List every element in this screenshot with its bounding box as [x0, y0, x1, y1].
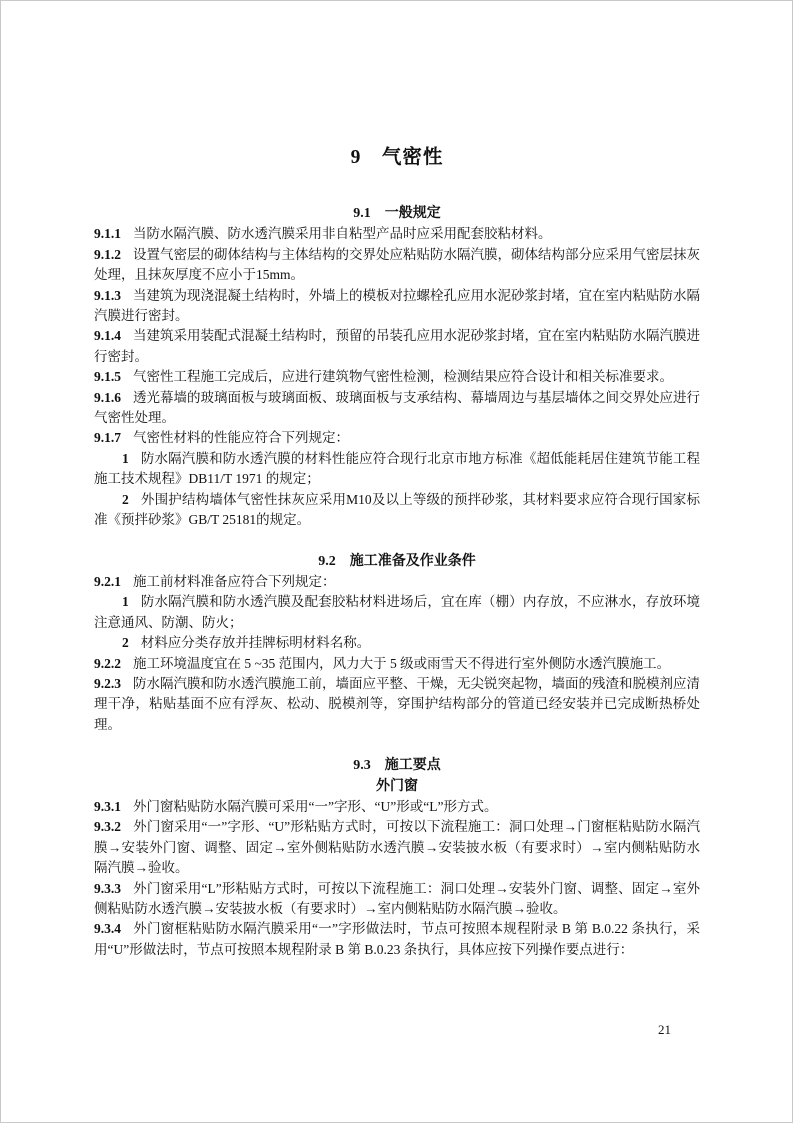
clause-paragraph [94, 817, 700, 878]
clause-text: 外门窗框粘贴防水隔汽膜采用“一”字形做法时，节点可按照本规程附录 B 第 B.0.22 条执行，采用“U”形做法时，节点可按照本规程附录 B 第 B.0.23 条执行，具体应按下列操作要点进行： [94, 921, 700, 957]
item-paragraph [94, 490, 700, 531]
section-subheading: 外门窗 [376, 778, 418, 794]
clause-paragraph [94, 797, 700, 817]
clause-paragraph [94, 428, 700, 448]
clause-number: 2 [122, 635, 129, 651]
clause-text: 当建筑为现浇混凝土结构时，外墙上的模板对拉螺栓孔应用水泥砂浆封堵，宜在室内粘贴防水隔汽膜进行密封。 [94, 287, 700, 324]
clause-number: 9.3.1 [94, 798, 121, 814]
clause-text: 材料应分类存放并挂牌标明材料名称。 [140, 635, 371, 651]
clause-number: 9.2.3 [94, 675, 121, 691]
section-heading: 9.3 施工要点 [353, 758, 441, 774]
clause-number: 9.3.2 [94, 819, 121, 835]
section-9-2 [94, 552, 700, 736]
clause-number: 9.1.6 [94, 389, 121, 405]
clause-paragraph [94, 286, 700, 327]
section-heading: 9.2 施工准备及作业条件 [318, 553, 476, 569]
page-number: 21 [658, 1022, 671, 1037]
clause-number: 1 [122, 594, 129, 610]
clause-text: 外门窗采用“L”形粘贴方式时，可按以下流程施工：洞口处理→安装外门窗、调整、固定→室外侧粘贴防水透汽膜→安装披水板（有要求时）→室内侧粘贴防水隔汽膜→验收。 [94, 880, 700, 916]
item-paragraph [94, 633, 700, 653]
document-body [94, 204, 700, 960]
item-paragraph [94, 592, 700, 633]
clause-paragraph [94, 654, 700, 674]
clause-paragraph [94, 572, 700, 592]
clause-number: 9.1.2 [94, 246, 121, 262]
clause-number: 9.2.1 [94, 573, 121, 589]
clause-paragraph [94, 326, 700, 367]
clause-text: 气密性工程施工完成后，应进行建筑物气密性检测，检测结果应符合设计和相关标准要求。 [133, 369, 673, 385]
clause-text: 外围护结构墙体气密性抹灰应采用M10及以上等级的预拌砂浆，其材料要求应符合现行国家标准《预拌砂浆》GB/T 25181的规定。 [94, 491, 700, 528]
clause-number: 9.1.5 [94, 369, 121, 385]
section-9-1 [94, 204, 700, 531]
clause-number: 9.1.3 [94, 287, 121, 303]
clause-number: 9.3.3 [94, 880, 121, 896]
page-content [94, 1, 700, 960]
clause-number: 9.1.7 [94, 430, 121, 446]
clause-text: 外门窗采用“一”字形、“U”形粘贴方式时，可按以下流程施工：洞口处理→门窗框粘贴防水隔汽膜→安装外门窗、调整、固定→室外侧粘贴防水透汽膜→安装披水板（有要求时）→室内侧粘贴防水隔汽膜→验收。 [94, 819, 700, 876]
clause-paragraph [94, 245, 700, 286]
item-paragraph [94, 449, 700, 490]
clause-text: 施工前材料准备应符合下列规定： [133, 573, 336, 589]
clause-text: 防水隔汽膜和防水透汽膜及配套胶粘材料进场后，宜在库（棚）内存放，不应淋水，存放环境注意通风、防潮、防火； [94, 594, 700, 630]
clause-paragraph [94, 919, 700, 960]
clause-paragraph [94, 674, 700, 735]
clause-paragraph [94, 224, 700, 244]
clause-text: 防水隔汽膜和防水透汽膜的材料性能应符合现行北京市地方标准《超低能耗居住建筑节能工程施工技术规程》DB11/T 1971 的规定； [94, 450, 700, 487]
clause-text: 外门窗粘贴防水隔汽膜可采用“一”字形、“U”形或“L”形方式。 [133, 798, 498, 814]
clause-text: 气密性材料的性能应符合下列规定： [133, 430, 349, 446]
clause-text: 防水隔汽膜和防水透汽膜施工前，墙面应平整、干燥，无尖锐突起物，墙面的残渣和脱模剂应清理干净，粘贴基面不应有浮灰、松动、脱模剂等，穿围护结构部分的管道已经安装并已完成断热桥处理。 [94, 675, 700, 732]
clause-text: 当建筑采用装配式混凝土结构时，预留的吊装孔应用水泥砂浆封堵，宜在室内粘贴防水隔汽膜进行密封。 [94, 328, 700, 364]
clause-number: 9.1.4 [94, 328, 121, 344]
clause-number: 2 [122, 491, 129, 507]
clause-text: 透光幕墙的玻璃面板与玻璃面板、玻璃面板与支承结构、幕墙周边与基层墙体之间交界处应进行气密性处理。 [94, 389, 700, 426]
clause-paragraph [94, 879, 700, 920]
clause-paragraph [94, 388, 700, 429]
clause-paragraph [94, 367, 700, 387]
clause-text: 当防水隔汽膜、防水透汽膜采用非自粘型产品时应采用配套胶粘材料。 [133, 226, 552, 242]
clause-text: 施工环境温度宜在 5 ~35 范围内，风力大于 5 级或雨雪天不得进行室外侧防水透汽膜施工。 [133, 655, 671, 671]
section-9-3 [94, 756, 700, 960]
section-heading: 9.1 一般规定 [353, 206, 441, 221]
clause-number: 9.1.1 [94, 226, 121, 242]
chapter-title: 9 气密性 [350, 147, 444, 168]
clause-number: 9.2.2 [94, 655, 121, 671]
clause-text: 设置气密层的砌体结构与主体结构的交界处应粘贴防水隔汽膜，砌体结构部分应采用气密层抹灰处理，且抹灰厚度不应小于15mm。 [94, 246, 700, 283]
clause-number: 1 [122, 450, 129, 466]
clause-number: 9.3.4 [94, 921, 121, 937]
